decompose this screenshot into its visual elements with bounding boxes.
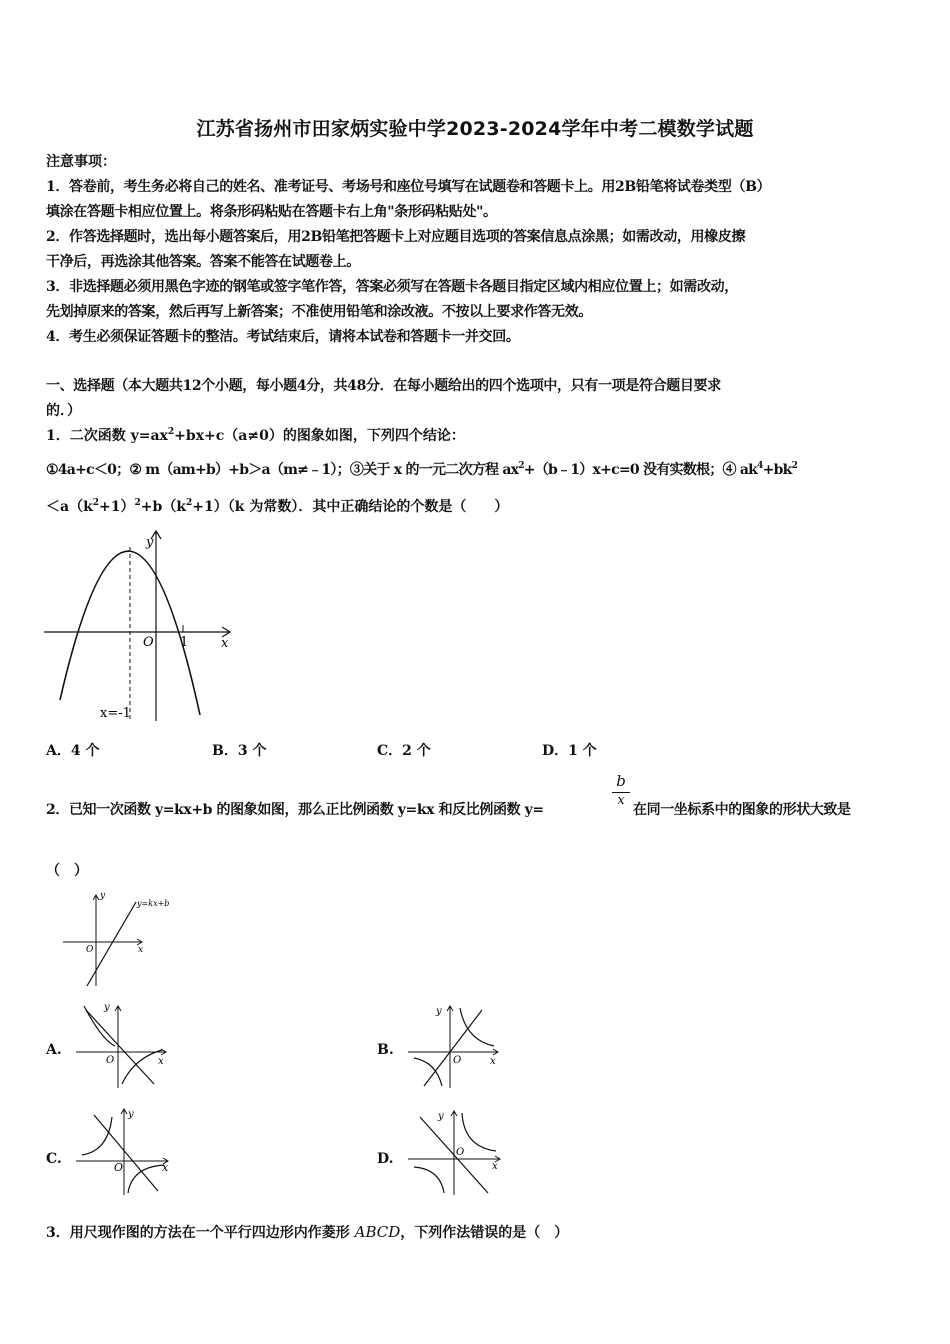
notice-item-4: 4．考生必须保证答题卡的整洁。考试结束后，请将本试卷和答题卡一并交回。 (46, 329, 520, 345)
q1-d-b: +1） (99, 499, 135, 515)
q1-option-b[interactable]: B．3 个 (212, 743, 267, 759)
qc-hyperbola-1 (82, 1117, 112, 1155)
q1-stem-sup: 2 (167, 427, 175, 437)
q1-d-sup2: 2 (134, 498, 141, 508)
q2-fig-origin: O (86, 945, 94, 955)
q1-c-a: ①4a+c＜0；② m（am+b）+b＞a（m≠﹣1）；③关于 x 的一元二次方程 ax (46, 462, 519, 478)
q1-option-d[interactable]: D．1 个 (542, 743, 597, 759)
qd-hyperbola-1 (462, 1113, 496, 1151)
qa-y-label: y (104, 1002, 110, 1013)
qb-x-label: x (490, 1056, 496, 1067)
notice-item-1b: 填涂在答题卡相应位置上。将条形码粘贴在答题卡右上角"条形码粘贴处"。 (46, 204, 497, 220)
q1-d-d: +1）（k 为常数）．其中正确结论的个数是（ ） (192, 499, 509, 515)
q2-option-b[interactable]: B. (377, 1042, 394, 1058)
qa-x-label: x (158, 1056, 164, 1067)
q2-option-a[interactable]: A. (46, 1042, 62, 1058)
q1-y-label: y (146, 535, 154, 550)
q1-d-a: ＜a（k (46, 499, 93, 515)
q1-d-sup3: 2 (186, 498, 193, 508)
q1-stem (46, 426, 465, 446)
q1-stem-b: +bx+c（a≠0）的图象如图，下列四个结论： (174, 428, 465, 444)
q1-axis-label: x=-1 (100, 706, 131, 721)
q1-x-label: x (221, 636, 229, 651)
q2-frac-den: x (617, 793, 625, 808)
qd-origin: O (456, 1147, 465, 1158)
q2-option-d[interactable]: D. (377, 1151, 394, 1167)
qc-x-label: x (162, 1161, 169, 1174)
q2-fig-line (87, 902, 136, 986)
q2-option-b-graph[interactable] (404, 1000, 504, 1090)
q2-linear-figure (60, 890, 178, 988)
notice-item-3a: 3．非选择题必须用黑色字迹的钢笔或签字笔作答，答案必须写在答题卡各题目指定区域内相应位置上；如需改动， (46, 279, 738, 295)
q1-origin-label: O (143, 635, 154, 650)
qc-y-label: y (128, 1109, 134, 1120)
qb-hyperbola-1 (460, 1008, 494, 1046)
qc-origin: O (114, 1161, 124, 1174)
q2-option-c[interactable]: C. (46, 1151, 62, 1167)
q3-stem-italic: ABCD (354, 1223, 401, 1241)
q2-option-a-graph[interactable] (72, 1000, 172, 1090)
q1-stem-a: 1．二次函数 y=ax (46, 428, 168, 444)
q1-conclusions (46, 460, 797, 480)
q1-c-c: +bk (762, 462, 792, 478)
page-title: 江苏省扬州市田家炳实验中学2023-2024学年中考二模数学试题 (196, 118, 754, 140)
q1-c-sup3: 2 (791, 461, 798, 471)
notice-item-2a: 2．作答选择题时，选出每小题答案后，用2B铅笔把答题卡上对应题目选项的答案信息点涂黑；如需改动，用橡皮擦 (46, 229, 746, 245)
q2-fig-y-label: y (100, 891, 106, 901)
qb-y-label: y (436, 1006, 442, 1017)
q3-stem-a: 3．用尺现作图的方法在一个平行四边形内作菱形 (46, 1225, 350, 1241)
section-heading-line1: 一、选择题（本大题共12个小题，每小题4分，共48分．在每小题给出的四个选项中，只有一项是符合题目要求 (46, 378, 721, 394)
q1-c-b: +（b﹣1）x+c=0 没有实数根；④ ak (523, 462, 758, 478)
q1-conclusions-cont (46, 497, 508, 517)
qd-y-label: y (438, 1111, 444, 1122)
qc-hyperbola-2 (128, 1165, 164, 1193)
qc-line (94, 1115, 158, 1191)
q1-option-c[interactable]: C．2 个 (377, 743, 431, 759)
q1-parabola-figure (40, 525, 240, 725)
qb-line (424, 1010, 482, 1086)
q1-d-c: +b（k (140, 499, 187, 515)
q3-stem (46, 1222, 568, 1243)
q2-stem-a: 2．已知一次函数 y=kx+b 的图象如图，那么正比例函数 y=kx 和反比例函数 y= (46, 802, 544, 818)
q2-paren: （ ） (46, 863, 88, 879)
q2-fig-line-label: y=kx+b (137, 899, 170, 908)
qa-origin: O (106, 1055, 115, 1066)
q1-c-sup1: 2 (518, 461, 524, 471)
notice-item-2b: 干净后，再选涂其他答案。答案不能答在试题卷上。 (46, 254, 360, 270)
qd-x-label: x (492, 1161, 498, 1172)
q1-d-sup1: 2 (92, 498, 100, 508)
qd-hyperbola-2 (414, 1167, 444, 1193)
qb-hyperbola-2 (414, 1058, 442, 1086)
qa-line (86, 1010, 154, 1084)
q2-frac-num: b (616, 772, 626, 790)
q2-option-d-graph[interactable] (404, 1105, 504, 1197)
q2-option-c-graph[interactable] (72, 1105, 172, 1197)
notice-heading: 注意事项： (46, 154, 116, 170)
q1-tick-1-label: 1 (180, 635, 189, 650)
q3-stem-b: ，下列作法错误的是（ ） (400, 1225, 569, 1241)
q2-fraction (612, 772, 630, 808)
section-heading-line2: 的．） (46, 403, 81, 419)
q2-fig-x-label: x (138, 945, 144, 955)
q2-stem-b: 在同一坐标系中的图象的形状大致是 (633, 802, 851, 818)
qb-origin: O (453, 1055, 462, 1066)
notice-item-3b: 先划掉原来的答案，然后再写上新答案；不准使用铅笔和涂改液。不按以上要求作答无效。 (46, 304, 592, 320)
notice-item-1a: 1．答卷前，考生务必将自己的姓名、准考证号、考场号和座位号填写在试题卷和答题卡上。用2B铅笔将试卷类型（B） (46, 179, 771, 195)
q1-c-sup2: 4 (757, 461, 763, 471)
q1-option-a[interactable]: A．4 个 (46, 743, 100, 759)
